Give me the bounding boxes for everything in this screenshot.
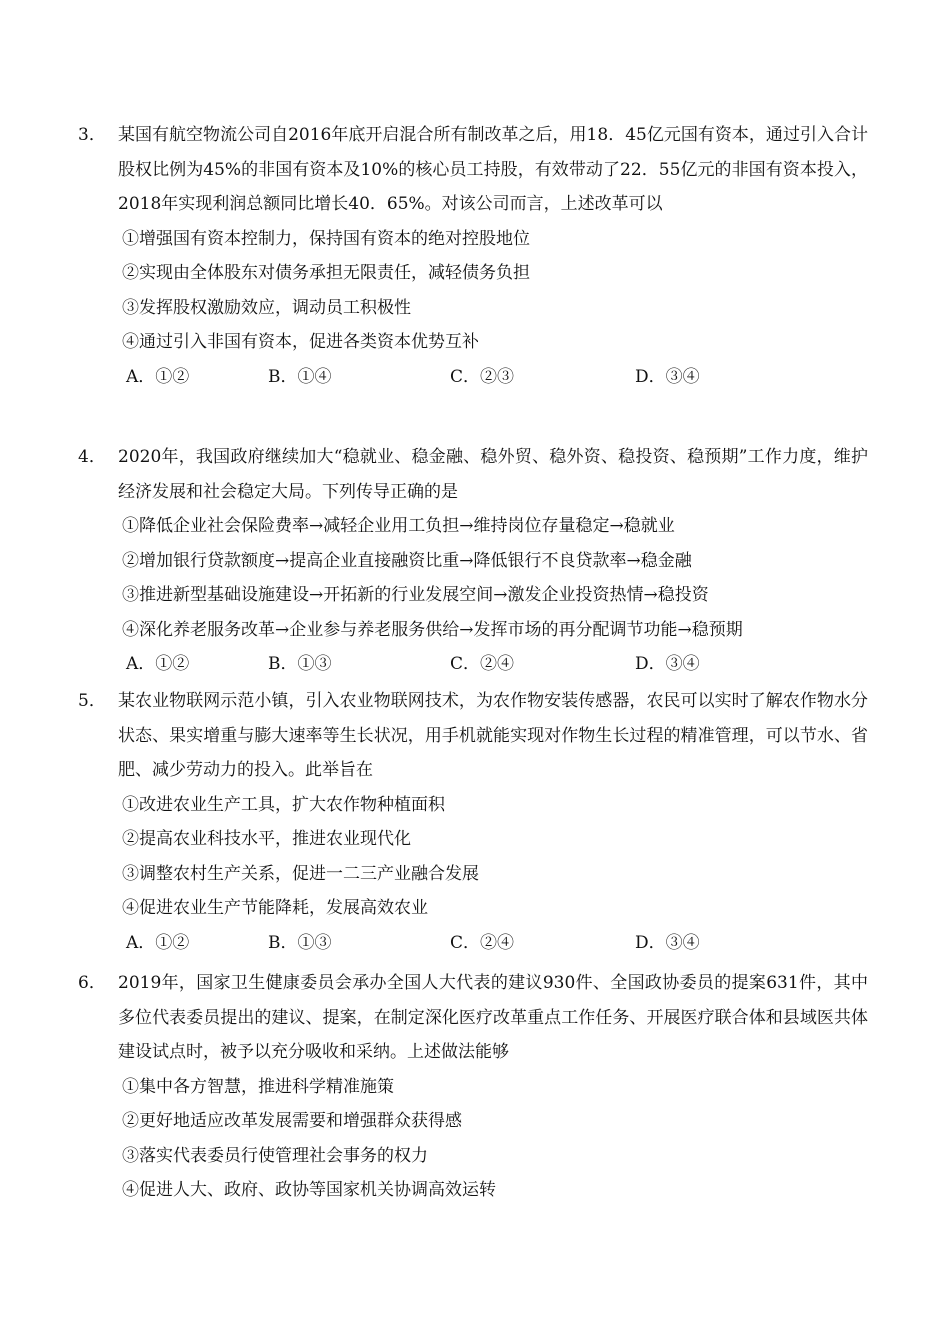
option-2: ②实现由全体股东对债务承担无限责任，减轻债务负担 — [122, 263, 530, 283]
option-4: ④通过引入非国有资本，促进各类资本优势互补 — [122, 332, 479, 352]
question-stem — [78, 966, 868, 1070]
answer-c: C．②④ — [450, 654, 515, 674]
question-text: 某国有航空物流公司自2016年底开启混合所有制改革之后，用18．45亿元国有资本，通过引入合计股权比例为45%的非国有资本及10%的核心员工持股，有效带动了22．55亿元的非国有资本投入，2018年实现利润总额同比增长40．65%。对该公司而言，上述改革可以 — [118, 125, 868, 214]
answer-d: D．③④ — [635, 932, 700, 953]
answer-b: B．①④ — [268, 366, 332, 387]
answer-a: A．①② — [126, 654, 190, 674]
answer-choices — [78, 647, 868, 682]
option-1: ①降低企业社会保险费率→减轻企业用工负担→维持岗位存量稳定→稳就业 — [122, 516, 675, 536]
option-2: ②提高农业科技水平，推进农业现代化 — [122, 829, 411, 849]
option-3: ③发挥股权激励效应，调动员工积极性 — [122, 297, 411, 318]
question-number: 6． — [78, 973, 106, 993]
question-6 — [78, 966, 868, 1208]
question-text: 某农业物联网示范小镇，引入农业物联网技术，为农作物安装传感器，农民可以实时了解农作物水分状态、果实增重与膨大速率等生长状况，用手机就能实现对作物生长过程的精准管理，可以节水、省肥、减少劳动力的投入。此举旨在 — [118, 691, 868, 780]
answer-b: B．①③ — [268, 932, 332, 953]
question-text: 2020年，我国政府继续加大“稳就业、稳金融、稳外贸、稳外资、稳投资、稳预期”工作力度，维护经济发展和社会稳定大局。下列传导正确的是 — [118, 447, 868, 502]
question-text: 2019年，国家卫生健康委员会承办全国人大代表的建议930件、全国政协委员的提案631件，其中多位代表委员提出的建议、提案，在制定深化医疗改革重点工作任务、开展医疗联合体和县域医共体建设试点时，被予以充分吸收和采纳。上述做法能够 — [118, 973, 868, 1062]
answer-d: D．③④ — [635, 654, 700, 674]
option-4: ④深化养老服务改革→企业参与养老服务供给→发挥市场的再分配调节功能→稳预期 — [122, 619, 743, 640]
option-1: ①改进农业生产工具，扩大农作物种植面积 — [122, 794, 445, 815]
option-3: ③推进新型基础设施建设→开拓新的行业发展空间→激发企业投资热情→稳投资 — [122, 585, 709, 605]
option-2: ②更好地适应改革发展需要和增强群众获得感 — [122, 1111, 462, 1131]
question-5 — [78, 684, 868, 960]
answer-d: D．③④ — [635, 366, 700, 387]
question-number: 4． — [78, 447, 106, 467]
answer-a: A．①② — [126, 366, 190, 387]
option-1: ①增强国有资本控制力，保持国有资本的绝对控股地位 — [122, 228, 530, 249]
answer-c: C．②④ — [450, 932, 515, 953]
question-number: 5． — [78, 691, 106, 711]
answer-a: A．①② — [126, 932, 190, 953]
option-1: ①集中各方智慧，推进科学精准施策 — [122, 1076, 394, 1097]
option-2: ②增加银行贷款额度→提高企业直接融资比重→降低银行不良贷款率→稳金融 — [122, 550, 692, 571]
answer-b: B．①③ — [268, 654, 332, 674]
answer-c: C．②③ — [450, 366, 515, 387]
answer-choices — [78, 926, 868, 961]
question-4 — [78, 440, 868, 682]
option-4: ④促进人大、政府、政协等国家机关协调高效运转 — [122, 1180, 496, 1200]
question-3 — [78, 118, 868, 394]
option-3: ③调整农村生产关系，促进一二三产业融合发展 — [122, 863, 479, 884]
question-stem — [78, 440, 868, 509]
question-number: 3． — [78, 125, 106, 145]
option-4: ④促进农业生产节能降耗，发展高效农业 — [122, 898, 428, 918]
answer-choices — [78, 360, 868, 395]
question-stem — [78, 118, 868, 222]
question-stem — [78, 684, 868, 788]
option-3: ③落实代表委员行使管理社会事务的权力 — [122, 1145, 428, 1166]
